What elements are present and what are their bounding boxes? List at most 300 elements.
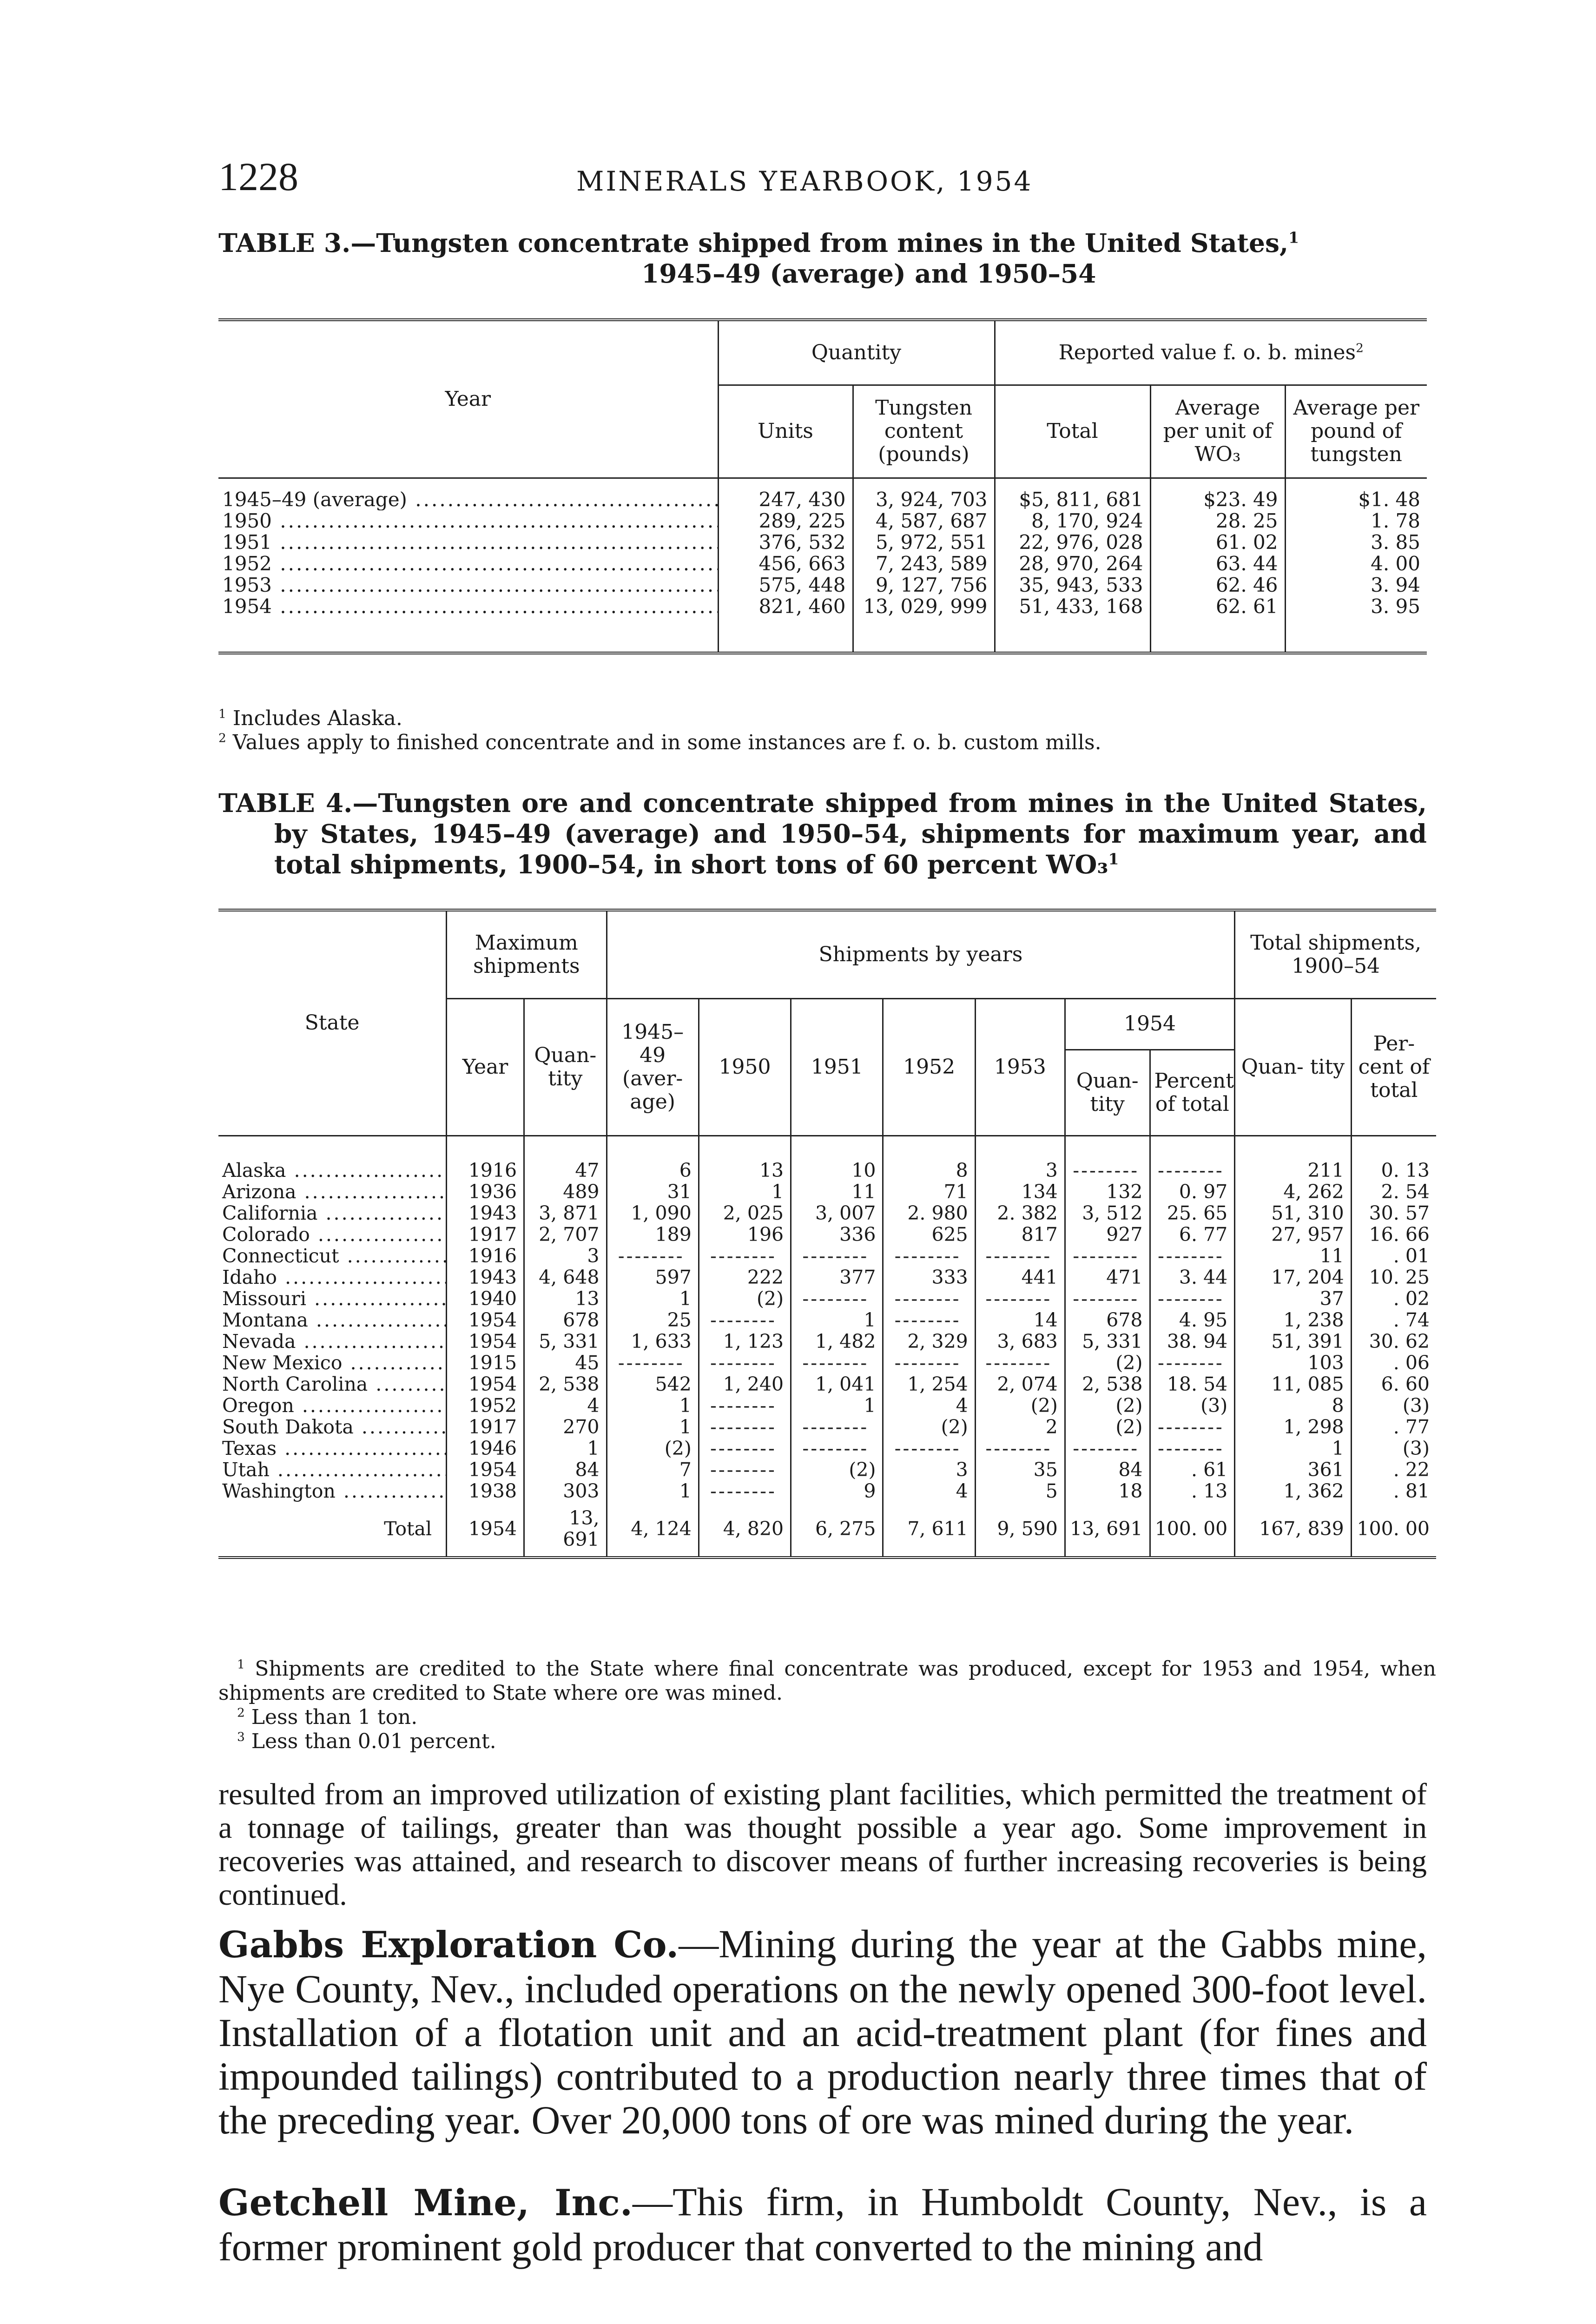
cell-state: Utah ..... xyxy=(218,1459,447,1480)
cell-total-percent: . 77 xyxy=(1393,1415,1430,1438)
cell-1952 xyxy=(883,1245,975,1267)
cell-1953 xyxy=(975,1352,1065,1373)
footnote-text: Includes Alaska. xyxy=(232,706,402,730)
cell-units: 376, 532 xyxy=(718,532,853,553)
cell-1945-49: 597 xyxy=(607,1267,699,1288)
col-max-year: Year xyxy=(447,998,524,1136)
cell-1952 xyxy=(883,1309,975,1331)
table-row xyxy=(218,1352,1436,1373)
cell-1950: 13 xyxy=(699,1136,791,1181)
table-row xyxy=(218,1459,1436,1480)
table-row xyxy=(218,478,1427,510)
body-paragraph-1: resulted from an improved utilization of existing plant facilities, which permitted the treatment of a tonnage of tailings, greater than was thought possible a year ago. Some improvement in recoveries was attained, and research to discover means of further increasing recoveries is being continued. xyxy=(218,1777,1427,1912)
cell-1945-49: 1 xyxy=(607,1288,699,1309)
footnote-mark: 2 xyxy=(218,731,226,746)
cell-1953 xyxy=(975,1438,1065,1459)
table-row xyxy=(218,574,1427,596)
cell-total: 35, 943, 533 xyxy=(995,574,1150,596)
cell-total-percent: 0. 13 xyxy=(1381,1159,1430,1182)
cell-1954-percent xyxy=(1150,1245,1235,1267)
page-number: 1228 xyxy=(218,154,298,199)
footnote-text: Less than 1 ton. xyxy=(251,1705,418,1729)
cell-max-year: 1954 xyxy=(447,1373,524,1395)
cell-1954-percent xyxy=(1150,1352,1235,1373)
cell-1954-quantity: 132 xyxy=(1065,1181,1150,1202)
cell-max-year: 1952 xyxy=(447,1395,524,1416)
cell-1950: (2) xyxy=(699,1288,791,1309)
cell-1945-49: 25 xyxy=(607,1309,699,1331)
cell-1945-49: 1 xyxy=(607,1416,699,1438)
cell-1950 xyxy=(699,1245,791,1267)
cell-year: 1951 ..... xyxy=(218,532,718,553)
cell-total-quantity: 167, 839 xyxy=(1235,1502,1352,1558)
cell-1954-quantity: 2, 538 xyxy=(1065,1373,1150,1395)
cell-avg-pound: 3. 94 xyxy=(1371,574,1420,596)
cell-1951: 10 xyxy=(791,1136,883,1181)
cell-state: Montana ..... xyxy=(218,1309,447,1331)
cell-1950 xyxy=(699,1459,791,1480)
cell-1951 xyxy=(791,1416,883,1438)
footnote xyxy=(218,1705,1436,1730)
cell-state: Washington ..... xyxy=(218,1480,447,1502)
cell-max-quantity: 489 xyxy=(524,1181,607,1202)
cell-1952 xyxy=(883,1352,975,1373)
cell-1950 xyxy=(699,1352,791,1373)
cell-1953 xyxy=(975,1245,1065,1267)
cell-1950: 1, 240 xyxy=(699,1373,791,1395)
table3 xyxy=(218,318,1427,654)
cell-avg-pound: 3. 95 xyxy=(1285,596,1427,653)
cell-avg-unit: 63. 44 xyxy=(1150,553,1285,574)
cell-1945-49: (2) xyxy=(607,1438,699,1459)
cell-1945-49: 4, 124 xyxy=(607,1502,699,1558)
cell-units: 247, 430 xyxy=(718,478,853,510)
cell-state: California ..... xyxy=(218,1202,447,1224)
footnote-mark: 3 xyxy=(237,1730,245,1744)
cell-1954-quantity xyxy=(1065,1136,1150,1181)
col-1954-quantity: Quan- tity xyxy=(1065,1050,1150,1136)
cell-1954-percent: 25. 65 xyxy=(1150,1202,1235,1224)
cell-1953: 35 xyxy=(975,1459,1065,1480)
footnote-mark: 1 xyxy=(237,1657,245,1672)
cell-1954-percent xyxy=(1150,1136,1235,1181)
cell-1951 xyxy=(791,1245,883,1267)
cell-total-percent: 2. 54 xyxy=(1381,1180,1430,1203)
cell-1951: 377 xyxy=(791,1267,883,1288)
cell-1954-percent: 100. 00 xyxy=(1150,1502,1235,1558)
footnote xyxy=(218,1730,1436,1754)
cell-state: Texas ..... xyxy=(218,1438,447,1459)
col-avg-pound: Average per pound of tungsten xyxy=(1285,385,1427,478)
cell-1952: 7, 611 xyxy=(883,1502,975,1558)
col-year: Year xyxy=(218,320,718,478)
table-row xyxy=(218,1395,1436,1416)
col-1951: 1951 xyxy=(791,998,883,1136)
cell-1954-quantity: (2) xyxy=(1065,1352,1150,1373)
paragraph-text-gabbs: —Mining during the year at the Gabbs mine, Nye County, Nev., included operations on the newly opened 300-foot level. Installation of a flotation unit and an acid-treatment plant (for fines and impounded tailings) contributed to a production nearly three times that of the preceding year. Over 20,000 tons of ore was mined during the year. xyxy=(218,1921,1427,2142)
cell-1950: 222 xyxy=(699,1267,791,1288)
cell-max-year: 1954 xyxy=(447,1459,524,1480)
cell-1954-quantity: 13, 691 xyxy=(1065,1502,1150,1558)
cell-state: Idaho ..... xyxy=(218,1267,447,1288)
cell-max-quantity: 2, 538 xyxy=(524,1373,607,1395)
cell-max-quantity: 678 xyxy=(524,1309,607,1331)
cell-year: 1950 ..... xyxy=(218,510,718,532)
cell-1953: 134 xyxy=(975,1181,1065,1202)
cell-1953: 5 xyxy=(975,1480,1065,1502)
cell-1953: 441 xyxy=(975,1267,1065,1288)
cell-max-year: 1938 xyxy=(447,1480,524,1502)
cell-1951: 3, 007 xyxy=(791,1202,883,1224)
cell-total-percent: . 22 xyxy=(1393,1458,1430,1481)
cell-1954-percent: 38. 94 xyxy=(1150,1331,1235,1352)
cell-1952: 2, 329 xyxy=(883,1331,975,1352)
cell-total-percent: 16. 66 xyxy=(1369,1223,1430,1246)
cell-1953: 3 xyxy=(975,1136,1065,1181)
cell-total-percent: 30. 62 xyxy=(1369,1330,1430,1353)
cell-max-quantity: 84 xyxy=(524,1459,607,1480)
cell-total-quantity: 8 xyxy=(1235,1395,1352,1416)
cell-1954-quantity: 5, 331 xyxy=(1065,1331,1150,1352)
cell-max-year: 1943 xyxy=(447,1202,524,1224)
cell-1954-percent: . 13 xyxy=(1150,1480,1235,1502)
cell-total-percent: . 06 xyxy=(1393,1351,1430,1374)
cell-1954-quantity: 678 xyxy=(1065,1309,1150,1331)
cell-max-quantity: 5, 331 xyxy=(524,1331,607,1352)
cell-1953: 2 xyxy=(975,1416,1065,1438)
cell-total: 28, 970, 264 xyxy=(995,553,1150,574)
cell-max-quantity: 47 xyxy=(524,1136,607,1181)
cell-content: 5, 972, 551 xyxy=(853,532,995,553)
cell-max-quantity: 13, 691 xyxy=(524,1502,607,1558)
cell-max-quantity: 4 xyxy=(524,1395,607,1416)
cell-total-percent: . 81 xyxy=(1393,1479,1430,1502)
cell-1952: 333 xyxy=(883,1267,975,1288)
cell-1954-percent: . 61 xyxy=(1150,1459,1235,1480)
table-row xyxy=(218,1438,1436,1459)
table3-subtitle: 1945–49 (average) and 1950–54 xyxy=(641,258,1096,289)
cell-total-quantity: 4, 262 xyxy=(1235,1181,1352,1202)
col-avg-unit: Average per unit of WO₃ xyxy=(1150,385,1285,478)
cell-total-quantity: 1, 298 xyxy=(1235,1416,1352,1438)
table3-title-footnote: 1 xyxy=(1288,228,1299,247)
footnote-text: Values apply to finished concentrate and in some instances are f. o. b. custom mills. xyxy=(232,731,1101,754)
col-total-percent: Per- cent of total xyxy=(1351,998,1436,1136)
table3-caption xyxy=(218,228,1427,289)
cell-1951: 1, 041 xyxy=(791,1373,883,1395)
col-max-quantity: Quan- tity xyxy=(524,998,607,1136)
cell-max-quantity: 3, 871 xyxy=(524,1202,607,1224)
cell-state: New Mexico ..... xyxy=(218,1352,447,1373)
body-paragraph-3 xyxy=(218,2180,1427,2269)
col-1952: 1952 xyxy=(883,998,975,1136)
cell-state: Connecticut ..... xyxy=(218,1245,447,1267)
cell-avg-unit: $23. 49 xyxy=(1150,478,1285,510)
cell-total-percent: 10. 25 xyxy=(1369,1266,1430,1288)
cell-content: 9, 127, 756 xyxy=(853,574,995,596)
cell-1951: 336 xyxy=(791,1224,883,1245)
cell-1953: 817 xyxy=(975,1224,1065,1245)
cell-1954-percent: 0. 97 xyxy=(1150,1181,1235,1202)
cell-units: 456, 663 xyxy=(718,553,853,574)
table-row xyxy=(218,1181,1436,1202)
cell-1945-49: 1 xyxy=(607,1395,699,1416)
cell-total: 51, 433, 168 xyxy=(995,596,1150,653)
table4-title-footnote: 1 xyxy=(1108,850,1119,868)
cell-1951 xyxy=(791,1352,883,1373)
cell-total-percent: 6. 60 xyxy=(1381,1373,1430,1395)
cell-1954-percent: 3. 44 xyxy=(1150,1267,1235,1288)
cell-1954-quantity: (2) xyxy=(1065,1395,1150,1416)
table-row xyxy=(218,1309,1436,1331)
cell-1954-quantity xyxy=(1065,1288,1150,1309)
cell-total-quantity: 1, 362 xyxy=(1235,1480,1352,1502)
cell-state: Arizona ..... xyxy=(218,1181,447,1202)
cell-1950 xyxy=(699,1438,791,1459)
cell-1954-quantity: 927 xyxy=(1065,1224,1150,1245)
table-row xyxy=(218,532,1427,553)
cell-1945-49: 6 xyxy=(607,1136,699,1181)
cell-content: 4, 587, 687 xyxy=(853,510,995,532)
cell-total-quantity: 27, 957 xyxy=(1235,1224,1352,1245)
cell-1952: 4 xyxy=(883,1480,975,1502)
cell-1952: 2. 980 xyxy=(883,1202,975,1224)
cell-total-percent: (3) xyxy=(1402,1437,1430,1459)
cell-units: 821, 460 xyxy=(718,596,853,653)
cell-total-quantity: 211 xyxy=(1235,1136,1352,1181)
cell-total-percent: . 74 xyxy=(1393,1308,1430,1331)
cell-total: 22, 976, 028 xyxy=(995,532,1150,553)
cell-avg-unit: 62. 46 xyxy=(1150,574,1285,596)
cell-1953: 14 xyxy=(975,1309,1065,1331)
cell-state: Alaska ..... xyxy=(218,1136,447,1181)
table3-title: —Tungsten concentrate shipped from mines in the United States, xyxy=(350,228,1289,258)
cell-1950: 196 xyxy=(699,1224,791,1245)
cell-1951: (2) xyxy=(791,1459,883,1480)
cell-1954-quantity: 471 xyxy=(1065,1267,1150,1288)
cell-total-quantity: 17, 204 xyxy=(1235,1267,1352,1288)
cell-state: North Carolina ..... xyxy=(218,1373,447,1395)
cell-total-quantity: 361 xyxy=(1235,1459,1352,1480)
footnote-text: Less than 0.01 percent. xyxy=(251,1730,496,1753)
cell-1954-quantity: 18 xyxy=(1065,1480,1150,1502)
cell-avg-pound: 3. 85 xyxy=(1371,531,1420,554)
cell-1953: 2. 382 xyxy=(975,1202,1065,1224)
cell-1954-quantity xyxy=(1065,1438,1150,1459)
cell-total-quantity: 51, 391 xyxy=(1235,1331,1352,1352)
cell-max-quantity: 3 xyxy=(524,1245,607,1267)
cell-1954-percent: 18. 54 xyxy=(1150,1373,1235,1395)
cell-max-year: 1954 xyxy=(447,1331,524,1352)
page-header xyxy=(218,153,1427,200)
cell-1952: 625 xyxy=(883,1224,975,1245)
cell-1950 xyxy=(699,1416,791,1438)
cell-1945-49 xyxy=(607,1245,699,1267)
cell-1951: 1 xyxy=(791,1395,883,1416)
cell-1950 xyxy=(699,1395,791,1416)
cell-max-year: 1946 xyxy=(447,1438,524,1459)
table4-footnotes xyxy=(218,1657,1436,1754)
cell-total: 8, 170, 924 xyxy=(995,510,1150,532)
cell-total-percent: (3) xyxy=(1402,1394,1430,1417)
cell-1945-49: 7 xyxy=(607,1459,699,1480)
table-row xyxy=(218,1224,1436,1245)
cell-max-year: 1940 xyxy=(447,1288,524,1309)
cell-max-quantity: 1 xyxy=(524,1438,607,1459)
cell-1954-percent: 6. 77 xyxy=(1150,1224,1235,1245)
table-row xyxy=(218,596,1427,653)
cell-max-year: 1917 xyxy=(447,1416,524,1438)
cell-1950: 1 xyxy=(699,1181,791,1202)
cell-max-quantity: 4, 648 xyxy=(524,1267,607,1288)
cell-1951 xyxy=(791,1288,883,1309)
cell-max-year: 1916 xyxy=(447,1245,524,1267)
cell-state: Nevada ..... xyxy=(218,1331,447,1352)
table-row xyxy=(218,1480,1436,1502)
cell-max-quantity: 45 xyxy=(524,1352,607,1373)
cell-1954-quantity: 84 xyxy=(1065,1459,1150,1480)
cell-year: 1952 ..... xyxy=(218,553,718,574)
col-1950: 1950 xyxy=(699,998,791,1136)
footnote-mark: 1 xyxy=(218,706,226,721)
cell-1952: 8 xyxy=(883,1136,975,1181)
cell-total-quantity: 51, 310 xyxy=(1235,1202,1352,1224)
cell-state: South Dakota ..... xyxy=(218,1416,447,1438)
cell-state: Colorado ..... xyxy=(218,1224,447,1245)
cell-1954-quantity xyxy=(1065,1245,1150,1267)
cell-avg-pound: 4. 00 xyxy=(1371,552,1420,575)
cell-1951: 11 xyxy=(791,1181,883,1202)
cell-total-quantity: 37 xyxy=(1235,1288,1352,1309)
col-1954-percent: Percent of total xyxy=(1150,1050,1235,1136)
cell-1945-49 xyxy=(607,1352,699,1373)
cell-total: $5, 811, 681 xyxy=(995,478,1150,510)
cell-1951: 6, 275 xyxy=(791,1502,883,1558)
cell-max-quantity: 2, 707 xyxy=(524,1224,607,1245)
table-row xyxy=(218,1416,1436,1438)
cell-total-quantity: 1 xyxy=(1235,1438,1352,1459)
table4-title: —Tungsten ore and concentrate shipped from mines in the United States, by States, 1945–49 (average) and 1950–54, shipments for maximum year, and total shipments, 1900–54, in short tons of 60 percent WO₃ xyxy=(274,788,1427,879)
cell-1951: 1, 482 xyxy=(791,1331,883,1352)
cell-content: 13, 029, 999 xyxy=(853,596,995,653)
cell-1945-49: 542 xyxy=(607,1373,699,1395)
cell-1954-percent xyxy=(1150,1416,1235,1438)
cell-1952: 4 xyxy=(883,1395,975,1416)
cell-state: Oregon ..... xyxy=(218,1395,447,1416)
cell-total-quantity: 103 xyxy=(1235,1352,1352,1373)
cell-1950 xyxy=(699,1309,791,1331)
cell-total-quantity: 11, 085 xyxy=(1235,1373,1352,1395)
col-tungsten-content: Tungsten content (pounds) xyxy=(853,385,995,478)
cell-1950: 1, 123 xyxy=(699,1331,791,1352)
cell-year: 1945–49 (average) ..... xyxy=(218,478,718,510)
col-total: Total xyxy=(995,385,1150,478)
cell-1952: 71 xyxy=(883,1181,975,1202)
group-1954: 1954 xyxy=(1065,998,1234,1050)
group-shipments-by-years: Shipments by years xyxy=(607,910,1235,998)
table4 xyxy=(218,909,1436,1559)
cell-1952 xyxy=(883,1288,975,1309)
cell-total-percent: 100. 00 xyxy=(1351,1502,1436,1558)
cell-total-quantity: 1, 238 xyxy=(1235,1309,1352,1331)
cell-max-quantity: 13 xyxy=(524,1288,607,1309)
cell-1950 xyxy=(699,1480,791,1502)
cell-max-year: 1915 xyxy=(447,1352,524,1373)
cell-max-quantity: 303 xyxy=(524,1480,607,1502)
cell-1951: 1 xyxy=(791,1309,883,1331)
cell-1952: 1, 254 xyxy=(883,1373,975,1395)
footnote xyxy=(218,731,1427,755)
cell-1953: 3, 683 xyxy=(975,1331,1065,1352)
cell-1952 xyxy=(883,1438,975,1459)
table-row xyxy=(218,510,1427,532)
cell-content: 7, 243, 589 xyxy=(853,553,995,574)
col-total-quantity: Quan- tity xyxy=(1235,998,1352,1136)
cell-1953 xyxy=(975,1288,1065,1309)
group-total-shipments: Total shipments, 1900–54 xyxy=(1235,910,1436,998)
cell-1951 xyxy=(791,1438,883,1459)
cell-1954-percent: (3) xyxy=(1150,1395,1235,1416)
cell-avg-unit: 61. 02 xyxy=(1150,532,1285,553)
col-1945-49: 1945–49 (aver- age) xyxy=(607,998,699,1136)
cell-state: Missouri ..... xyxy=(218,1288,447,1309)
body-paragraph-2 xyxy=(218,1922,1427,2142)
cell-max-year: 1916 xyxy=(447,1136,524,1181)
cell-1954-percent xyxy=(1150,1288,1235,1309)
cell-year: 1954 ..... xyxy=(218,596,718,653)
table-row xyxy=(218,1202,1436,1224)
cell-1953: 9, 590 xyxy=(975,1502,1065,1558)
cell-avg-pound: 1. 78 xyxy=(1371,509,1420,532)
cell-units: 289, 225 xyxy=(718,510,853,532)
cell-max-year: 1917 xyxy=(447,1224,524,1245)
table4-label: TABLE 4. xyxy=(218,788,353,818)
footnote-text: Shipments are credited to the State where final concentrate was produced, except for 1953 and 1954, when shipments are credited to State where ore was mined. xyxy=(218,1657,1436,1705)
table-row xyxy=(218,553,1427,574)
table3-label: TABLE 3. xyxy=(218,228,351,258)
cell-avg-unit: 28. 25 xyxy=(1150,510,1285,532)
col-state: State xyxy=(218,910,447,1136)
cell-max-quantity: 270 xyxy=(524,1416,607,1438)
cell-1953: (2) xyxy=(975,1395,1065,1416)
cell-max-year: 1936 xyxy=(447,1181,524,1202)
cell-1945-49: 1, 633 xyxy=(607,1331,699,1352)
cell-units: 575, 448 xyxy=(718,574,853,596)
footnote xyxy=(218,1657,1436,1705)
col-units: Units xyxy=(718,385,853,478)
table-row xyxy=(218,1245,1436,1267)
cell-1945-49: 31 xyxy=(607,1181,699,1202)
cell-max-year: 1943 xyxy=(447,1267,524,1288)
cell-1954-quantity: (2) xyxy=(1065,1416,1150,1438)
table-total-row xyxy=(218,1502,1436,1558)
footnote-mark: 2 xyxy=(237,1705,245,1720)
col-1953: 1953 xyxy=(975,998,1065,1136)
cell-1945-49: 1, 090 xyxy=(607,1202,699,1224)
cell-1950: 2, 025 xyxy=(699,1202,791,1224)
paragraph-lead-getchell: Getchell Mine, Inc. xyxy=(218,2182,633,2224)
cell-total-percent: 30. 57 xyxy=(1369,1202,1430,1224)
table-row xyxy=(218,1331,1436,1352)
table-row xyxy=(218,1288,1436,1309)
paragraph-text-getchell: —This firm, in Humboldt County, Nev., is a former prominent gold producer that converted to the mining and xyxy=(218,2179,1427,2269)
table4-caption xyxy=(218,788,1427,880)
group-max-shipments: Maximum shipments xyxy=(447,910,607,998)
cell-1952: (2) xyxy=(883,1416,975,1438)
cell-1945-49: 189 xyxy=(607,1224,699,1245)
cell-1951: 9 xyxy=(791,1480,883,1502)
table3-footnotes xyxy=(218,706,1427,755)
